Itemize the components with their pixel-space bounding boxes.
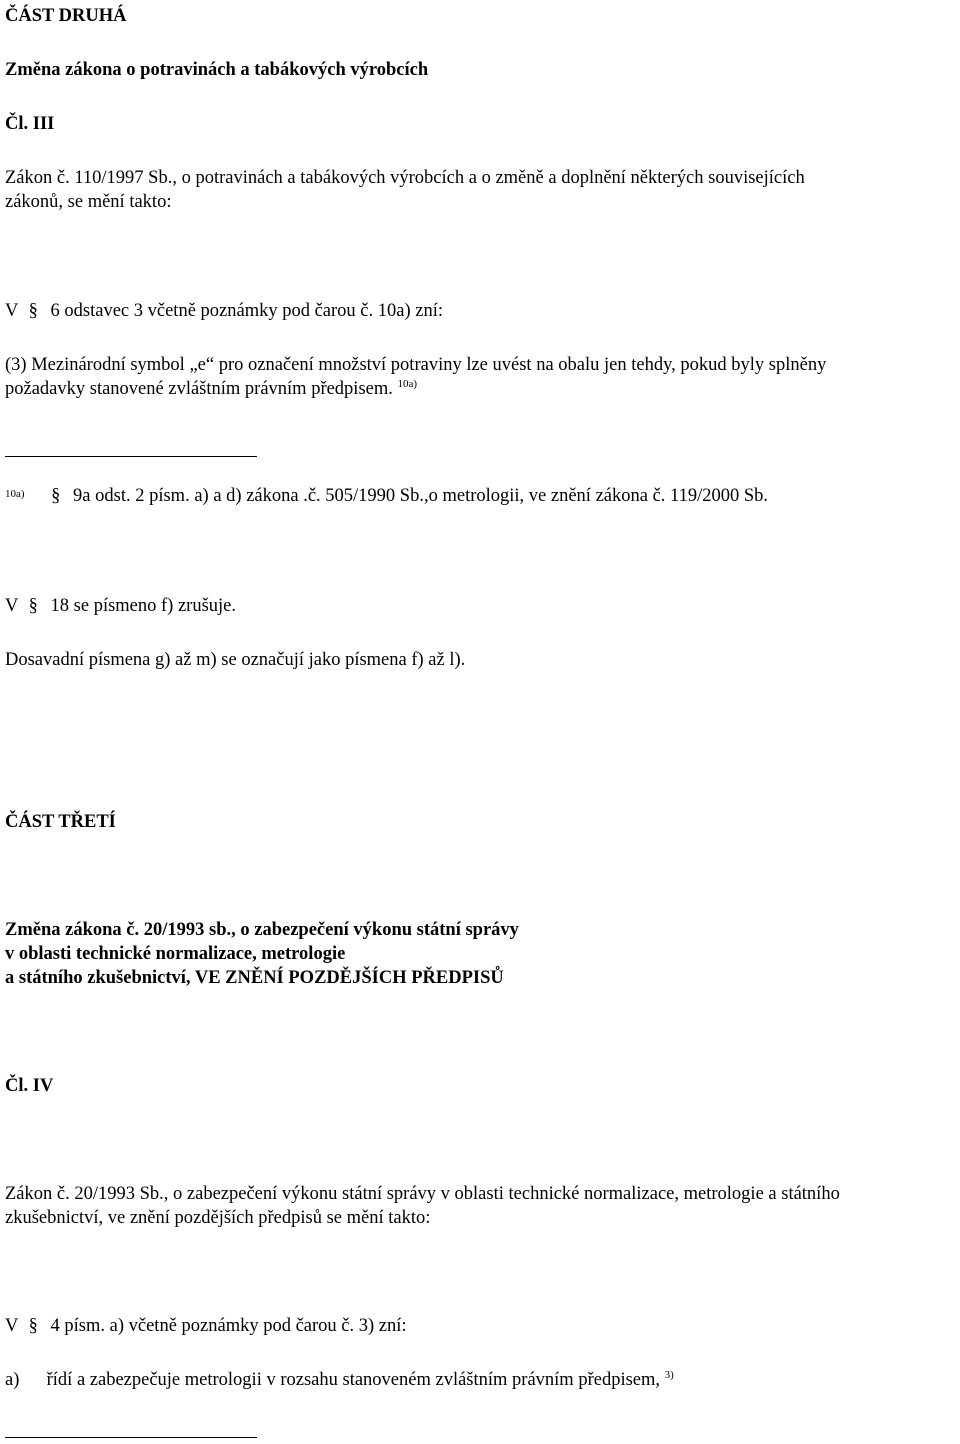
footnote-text: 9a odst. 2 písm. a) a d) zákona .č. 505/1990 Sb.,o metrologii, ve znění zákona č. 119/2000 Sb. bbox=[73, 486, 769, 506]
part3-heading: ČÁST TŘETÍ bbox=[5, 812, 116, 832]
item-a-letter: a) bbox=[5, 1370, 20, 1390]
section-sign: § bbox=[28, 301, 38, 321]
part3-title-line1: Změna zákona č. 20/1993 sb., o zabezpečení výkonu státní správy bbox=[5, 920, 519, 940]
part2-heading: ČÁST DRUHÁ bbox=[5, 6, 127, 26]
para3-line1: (3) Mezinárodní symbol „e“ pro označení množství potraviny lze uvést na obalu jen tehdy, pokud byly splněny bbox=[5, 355, 827, 375]
footnote-10a bbox=[5, 484, 768, 509]
part2-amend1 bbox=[5, 299, 443, 324]
section-sign: § bbox=[51, 486, 61, 506]
amend1-text: 6 odstavec 3 včetně poznámky pod čarou č. 10a) zní: bbox=[50, 301, 443, 321]
part2-intro-line2: zákonů, se mění takto: bbox=[5, 192, 172, 212]
part2-amend2-follow: Dosavadní písmena g) až m) se označují jako písmena f) až l). bbox=[5, 650, 466, 670]
section-sign: § bbox=[28, 1316, 38, 1336]
part3-amend1 bbox=[5, 1314, 407, 1339]
footnote-separator-bottom bbox=[5, 1437, 257, 1438]
part3-intro-line1: Zákon č. 20/1993 Sb., o zabezpečení výkonu státní správy v oblasti technické normalizace, metrologie a státního bbox=[5, 1184, 840, 1204]
amend2-text: 18 se písmeno f) zrušuje. bbox=[50, 596, 237, 616]
amend3-prefix: V bbox=[5, 1316, 19, 1336]
footnote-ref-3: 3) bbox=[664, 1368, 674, 1381]
para3-line2-text: požadavky stanovené zvláštním právním předpisem. bbox=[5, 379, 393, 399]
part3-title-line2: v oblasti technické normalizace, metrologie bbox=[5, 944, 346, 964]
part3-title-line3: a státního zkušebnictví, VE ZNĚNÍ POZDĚJŠÍCH PŘEDPISŮ bbox=[5, 968, 504, 988]
item-a bbox=[5, 1368, 674, 1393]
footnote-mark: 10a) bbox=[5, 488, 25, 500]
section-sign: § bbox=[28, 596, 38, 616]
part2-amend2 bbox=[5, 594, 236, 619]
footnote-separator bbox=[5, 456, 257, 457]
part3-intro-line2: zkušebnictví, ve znění pozdějších předpisů se mění takto: bbox=[5, 1208, 431, 1228]
part3-article: Čl. IV bbox=[5, 1076, 54, 1096]
amend1-prefix: V bbox=[5, 301, 19, 321]
amend3-text: 4 písm. a) včetně poznámky pod čarou č. 3) zní: bbox=[50, 1316, 407, 1336]
footnote-ref-10a: 10a) bbox=[397, 377, 418, 390]
para3-line2 bbox=[5, 377, 417, 402]
amend2-prefix: V bbox=[5, 596, 19, 616]
part2-intro-line1: Zákon č. 110/1997 Sb., o potravinách a tabákových výrobcích a o změně a doplnění některých souvisejících bbox=[5, 168, 805, 188]
part2-title: Změna zákona o potravinách a tabákových výrobcích bbox=[5, 60, 429, 80]
part2-article: Čl. III bbox=[5, 114, 55, 134]
item-a-text: řídí a zabezpečuje metrologii v rozsahu stanoveném zvláštním právním předpisem, bbox=[46, 1370, 661, 1390]
